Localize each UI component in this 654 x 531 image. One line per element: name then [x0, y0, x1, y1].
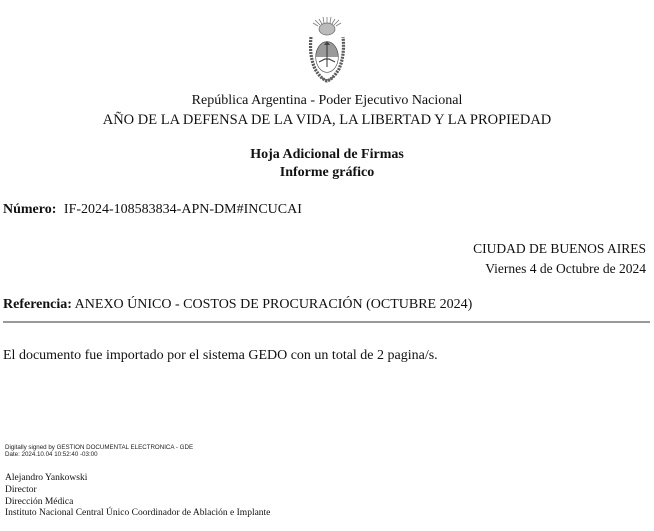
- header-line-2: AÑO DE LA DEFENSA DE LA VIDA, LA LIBERTAD Y LA PROPIEDAD: [102, 112, 552, 128]
- numero-label: Número:: [3, 202, 57, 217]
- referencia-label: Referencia:: [3, 297, 72, 312]
- body-text: El documento fue importado por el sistema GEDO con un total de 2 pagina/s.: [3, 348, 438, 363]
- referencia-row: [3, 297, 472, 313]
- city: CIUDAD DE BUENOS AIRES: [473, 241, 646, 256]
- sun-icon: [313, 17, 341, 35]
- document-subtitle: Informe gráfico: [279, 165, 375, 180]
- digital-signature-line: Digitally signed by GESTION DOCUMENTAL ELECTRONICA - GDE: [5, 444, 194, 451]
- signer-name: Alejandro Yankowski: [5, 473, 88, 483]
- signer-role: Director: [5, 485, 37, 495]
- divider: [3, 321, 650, 323]
- signer-institution: Instituto Nacional Central Único Coordinador de Ablación e Implante: [5, 508, 271, 518]
- document-title: Hoja Adicional de Firmas: [250, 147, 404, 162]
- document-date: Viernes 4 de Octubre de 2024: [485, 261, 646, 276]
- coat-of-arms-emblem: [301, 15, 353, 87]
- header-line-1: República Argentina - Poder Ejecutivo Nacional: [191, 93, 463, 108]
- numero-value: IF-2024-108583834-APN-DM#INCUCAI: [63, 202, 302, 217]
- digital-signature-date: Date: 2024.10.04 10:52:40 -03:00: [5, 451, 98, 458]
- numero-row: [3, 202, 302, 218]
- referencia-value: ANEXO ÚNICO - COSTOS DE PROCURACIÓN (OCTUBRE 2024): [74, 297, 473, 312]
- signer-department: Dirección Médica: [5, 497, 74, 507]
